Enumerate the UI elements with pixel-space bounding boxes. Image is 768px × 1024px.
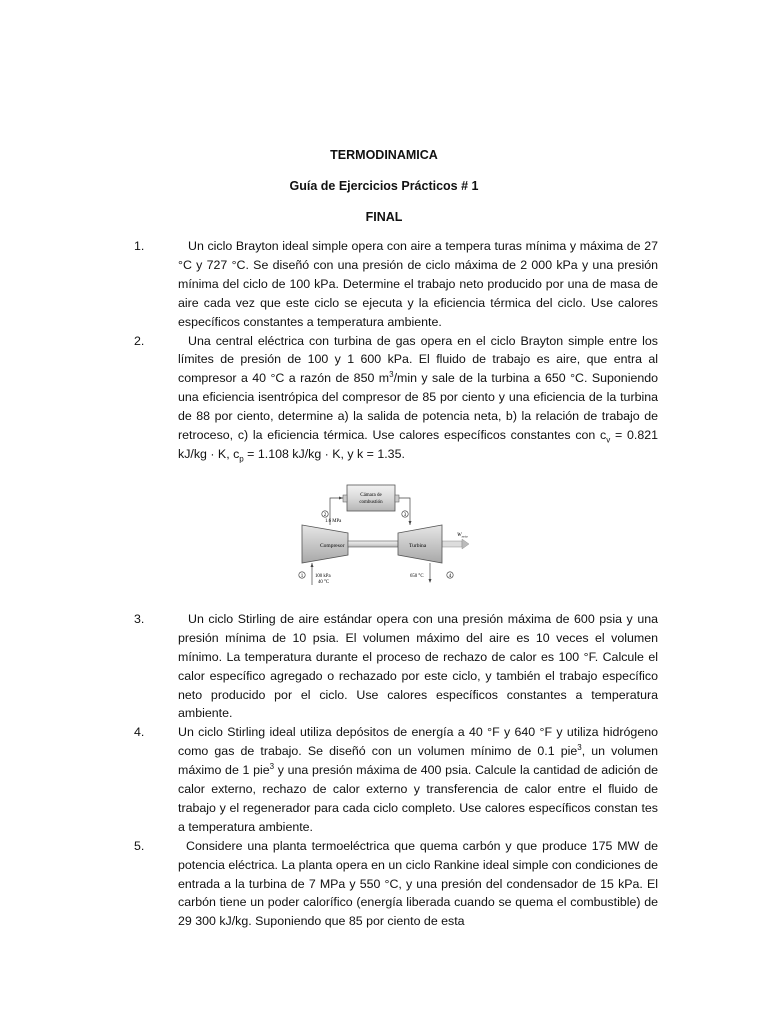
exercise-text: Un ciclo Brayton ideal simple opera con aire a tempera turas mínima y máxima de 27 °C y 727 °C. Se diseñó con una presión de ciclo máxima de 2 000 kPa y una presión mínima del ciclo de 100 kPa. Determine el trabajo neto producido por una de masa de aire cada vez que este ciclo se ejecuta y la eficiencia térmica del ciclo. Use calores específicos constantes a temperatura ambiente. — [178, 239, 658, 329]
exercise-number: 1. — [134, 239, 145, 253]
combustion-chamber — [347, 485, 395, 511]
exercise-4 — [134, 723, 658, 836]
exercise-number: 3. — [134, 611, 145, 626]
exercise-3 — [134, 610, 658, 723]
exercise-number: 5. — [134, 838, 145, 853]
document-subtitle: Guía de Ejercicios Prácticos # 1 — [289, 179, 479, 193]
gas-turbine-diagram — [292, 481, 482, 589]
state-label-2: 2 — [323, 512, 327, 518]
state-label-1: 1 — [300, 573, 304, 579]
exercise-5 — [134, 837, 658, 932]
exercise-text: Considere una planta termoeléctrica que quema carbón y que produce 175 MW de potencia eléctrica. La planta opera en un ciclo Rankine ideal simple con condiciones de entrada a la turbina de 7 MPa y 550 °C, y una presión del condensador de 15 kPa. El carbón tiene un poder calorífico (energía liberada cuando se quema el combustible) de 29 300 kJ/kg. Suponiendo que 85 por ciento de esta — [178, 838, 658, 929]
chamber-label-1: Cámara de — [360, 493, 382, 498]
exercise-2 — [134, 332, 659, 464]
state-label-3: 3 — [403, 512, 407, 518]
shaft — [348, 541, 398, 547]
pressure-low-label: 100 kPa — [315, 574, 331, 579]
temperature-in-label: 40 °C — [318, 580, 330, 585]
exercise-number: 4. — [134, 725, 145, 740]
turbine-label: Turbina — [409, 543, 427, 549]
work-output-arrow — [462, 539, 469, 549]
exercise-text: Un ciclo Stirling ideal utiliza depósitos de energía a 40 °F y 640 °F y utiliza hidrógeno como gas de trabajo. Se diseñó con un volumen mínimo de 0.1 pie$^3$, un volumen máximo de 1 pie$^3$ y una presión máxima de 400 psia. Calcule la cantidad de adición de calor externo, rechazo de calor externo y transferencia de calor entre el fluido de trabajo y el regenerador para cada ciclo completo. Use calores específicos constan tes a temperatura ambiente. — [178, 725, 658, 834]
pressure-high-label: 1.6 MPa — [325, 519, 342, 524]
exercise-number: 2. — [134, 333, 145, 348]
exercise-1 — [134, 237, 658, 332]
exercise-text: Un ciclo Stirling de aire estándar opera con una presión máxima de 600 psia y una presión mínima de 10 psia. El volumen máximo del aire es 10 veces el volumen mínimo. La temperatura durante el proceso de rechazo de calor es 100 °F. Calcule el calor específico agregado o rechazado por este ciclo, y también el trabajo específico neto producido por el ciclo. Use calores específicos constantes a temperatura ambiente. — [178, 611, 658, 721]
exercise-text: Una central eléctrica con turbina de gas opera en el ciclo Brayton simple entre los límites de presión de 100 y 1 600 kPa. El fluido de trabajo es aire, que entra al compresor a 40 °C a razón de 850 $m^3/\min$ y sale de la turbina a 650 °C. Suponiendo una eficiencia isentrópica del compresor de 85 por ciento y una eficiencia de la turbina de 88 por ciento, determine a) la salida de potencia neta, b) la relación de trabajo de retroceso, c) la eficiencia térmica. Use calores específicos constantes con $c_v = 0.821$ kJ/kg · K, $c_p = 1.108$ kJ/kg · K, y k = 1.35. — [178, 333, 659, 464]
net-work-label: $W_{neto}$ — [457, 532, 468, 539]
section-label: FINAL — [365, 210, 403, 224]
state-label-4: 4 — [448, 573, 452, 579]
temperature-out-label: 650 °C — [410, 574, 424, 579]
document-title: TERMODINAMICA — [330, 148, 438, 162]
compressor-label: Compresor — [320, 543, 345, 549]
chamber-label-2: combustión — [359, 500, 383, 505]
